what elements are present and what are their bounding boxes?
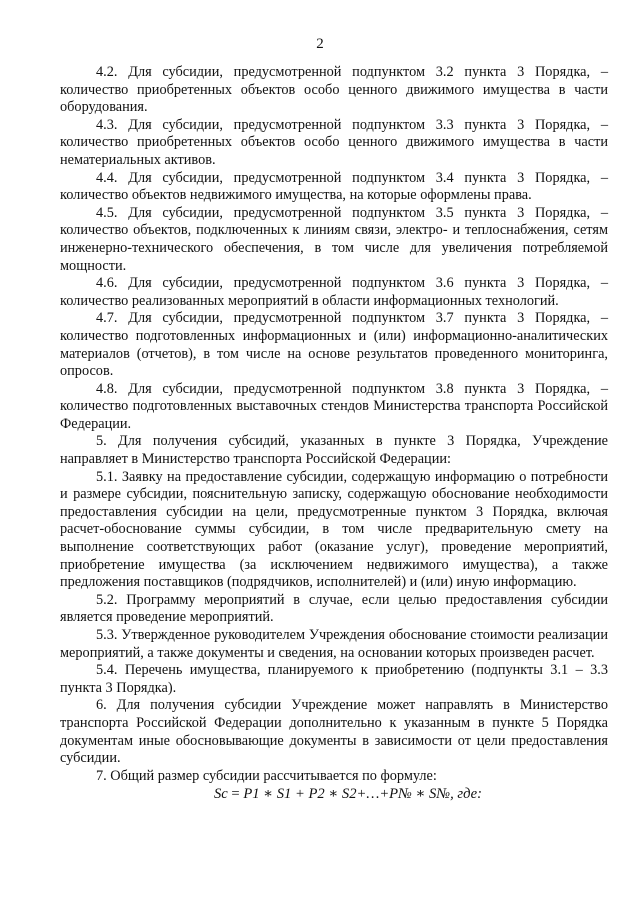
formula-lhs: Sc [214, 786, 228, 803]
paragraph-7: 7. Общий размер субсидии рассчитывается по формуле: [96, 767, 437, 784]
paragraph-6: 6. Для получения субсидии Учреждение может направлять в Министерство транспорта Российской Федерации дополнительно к указанным в пункте 5 Порядка документам иные обосновывающие документы в зависимости от цели предоставления субсидии. [60, 697, 608, 767]
subsidy-formula [60, 785, 608, 803]
paragraph-4-5: 4.5. Для субсидии, предусмотренной подпунктом 3.5 пункта 3 Порядка, – количество объектов, подключенных к линиям связи, электро- и теплоснабжения, сетям инженерно-технического обеспечения, в том числе для увеличения потребляемой мощности. [60, 204, 608, 274]
paragraph-4-7: 4.7. Для субсидии, предусмотренной подпунктом 3.7 пункта 3 Порядка, – количество подготовленных информационных и (или) информационно-аналитических материалов (отчетов), в том числе на основе результатов проведенного мониторинга, опросов. [60, 310, 608, 380]
paragraph-5-4: 5.4. Перечень имущества, планируемого к приобретению (подпункты 3.1 – 3.3 пункта 3 Порядка). [60, 662, 608, 696]
page-number: 2 [316, 36, 324, 52]
formula-equals: = [227, 786, 244, 803]
paragraph-5-3: 5.3. Утвержденное руководителем Учреждения обоснование стоимости реализации мероприятий, а также документы и сведения, на основании которых произведен расчет. [60, 627, 608, 661]
paragraph-5-1: 5.1. Заявку на предоставление субсидии, содержащую информацию о потребности и размере субсидии, пояснительную записку, содержащую обоснование необходимости предоставления субсидии на цели, предусмотренные пунктом 3 Порядка, включая расчет-обоснование суммы субсидии, в том числе предварительную смету на выполнение соответствующих работ (оказание услуг), проведение мероприятий, приобретение имущества (за исключением недвижимого имущества), а также предложения поставщиков (подрядчиков, исполнителей) и (или) иную информацию. [60, 468, 608, 591]
formula-rhs: P1 ∗ S1 + P2 ∗ S2+…+P№ ∗ S№, где: [243, 786, 483, 803]
paragraph-4-3: 4.3. Для субсидии, предусмотренной подпунктом 3.3 пункта 3 Порядка, – количество приобретенных объектов особо ценного движимого имущества в части нематериальных активов. [60, 116, 608, 168]
paragraph-4-4: 4.4. Для субсидии, предусмотренной подпунктом 3.4 пункта 3 Порядка, – количество объектов недвижимого имущества, на которые оформлены права. [60, 169, 608, 204]
paragraph-4-6: 4.6. Для субсидии, предусмотренной подпунктом 3.6 пункта 3 Порядка, – количество реализованных мероприятий в области информационных технологий. [60, 275, 608, 309]
paragraph-4-8: 4.8. Для субсидии, предусмотренной подпунктом 3.8 пункта 3 Порядка, – количество подготовленных выставочных стендов Министерства транспорта Российской Федерации. [60, 380, 608, 432]
paragraph-5: 5. Для получения субсидий, указанных в пункте 3 Порядка, Учреждение направляет в Министерство транспорта Российской Федерации: [60, 433, 608, 468]
paragraph-5-2: 5.2. Программу мероприятий в случае, если целью предоставления субсидии является проведение мероприятий. [60, 591, 608, 626]
document-body [60, 64, 608, 803]
paragraph-4-2: 4.2. Для субсидии, предусмотренной подпунктом 3.2 пункта 3 Порядка, – количество приобретенных объектов особо ценного движимого имущества в части оборудования. [60, 64, 608, 116]
